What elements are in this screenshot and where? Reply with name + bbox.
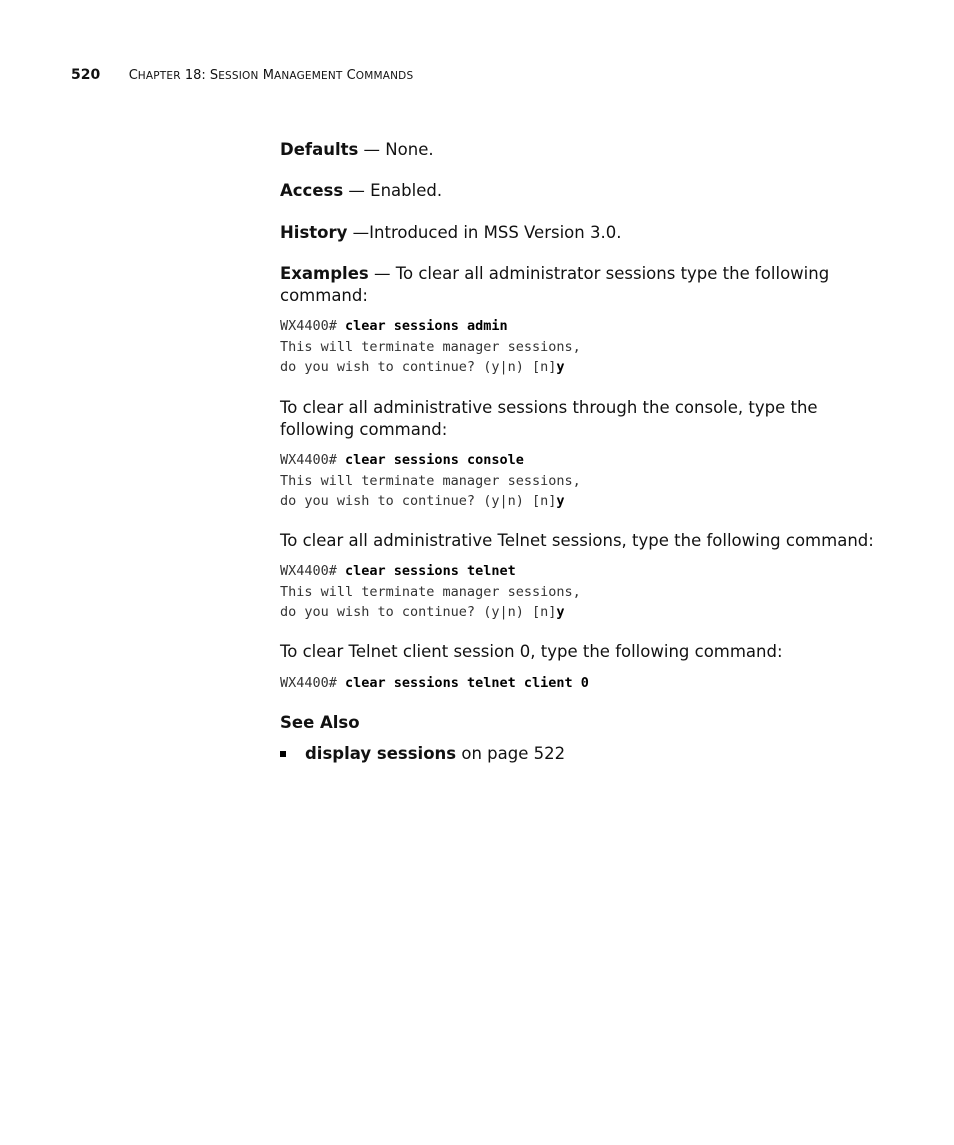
page-number: 520 bbox=[71, 67, 101, 83]
see-also-item: display sessions on page 522 bbox=[280, 743, 565, 765]
access-paragraph: Access — Enabled. bbox=[280, 181, 443, 200]
bullet-icon bbox=[280, 751, 286, 757]
running-header bbox=[71, 67, 413, 83]
code-block-telnet: WX4400# clear sessions telnet This will terminate manager sessions, do you wish to continue? (y|n) [n]y bbox=[280, 563, 581, 620]
display-sessions-link[interactable]: display sessions bbox=[305, 744, 457, 763]
see-also-heading: See Also bbox=[280, 713, 360, 732]
examples-paragraph: Examples — To clear all administrator sessions type the following command: bbox=[280, 264, 830, 305]
console-paragraph: To clear all administrative sessions through the console, type the following command: bbox=[280, 398, 818, 439]
defaults-paragraph: Defaults — None. bbox=[280, 140, 434, 159]
code-block-admin: WX4400# clear sessions admin This will terminate manager sessions, do you wish to continue? (y|n) [n]y bbox=[280, 318, 581, 375]
telnet-paragraph: To clear all administrative Telnet sessions, type the following command: bbox=[280, 531, 874, 550]
code-block-console: WX4400# clear sessions console This will terminate manager sessions, do you wish to continue? (y|n) [n]y bbox=[280, 452, 581, 509]
code-block-telnet-client: WX4400# clear sessions telnet client 0 bbox=[280, 675, 589, 691]
chapter-title: CHAPTER 18: SESSION MANAGEMENT COMMANDS bbox=[128, 68, 414, 83]
telnet-client-paragraph: To clear Telnet client session 0, type the following command: bbox=[280, 642, 783, 661]
history-paragraph: History —Introduced in MSS Version 3.0. bbox=[280, 223, 622, 242]
